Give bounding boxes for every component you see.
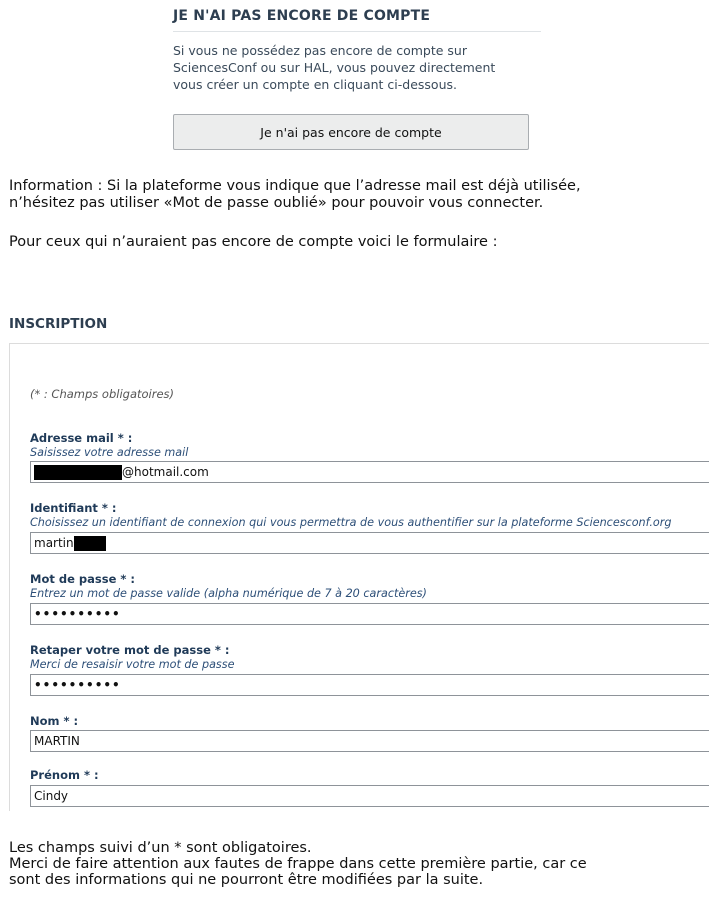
account-box-text-line: vous créer un compte en cliquant ci-dessous. bbox=[173, 77, 457, 92]
username-label: Identifiant * : bbox=[30, 501, 117, 515]
password-confirm-hint: Merci de resaisir votre mot de passe bbox=[30, 658, 235, 671]
lastname-input[interactable] bbox=[30, 730, 709, 752]
password-confirm-label: Retaper votre mot de passe * : bbox=[30, 643, 230, 657]
firstname-label: Prénom * : bbox=[30, 768, 99, 782]
password-input[interactable] bbox=[30, 603, 709, 625]
footer-paragraph bbox=[9, 840, 587, 888]
info-paragraph bbox=[9, 178, 581, 212]
email-input[interactable] bbox=[30, 461, 709, 483]
footer-line: Merci de faire attention aux fautes de frappe dans cette première partie, car ce bbox=[9, 856, 587, 872]
footer-line: sont des informations qui ne pourront être modifiées par la suite. bbox=[9, 872, 484, 888]
info-line: n’hésitez pas utiliser «Mot de passe oublié» pour pouvoir vous connecter. bbox=[9, 195, 544, 211]
username-input[interactable] bbox=[30, 532, 709, 554]
inscription-title: INSCRIPTION bbox=[9, 316, 108, 332]
password-value: •••••••••• bbox=[34, 607, 121, 621]
email-value: @hotmail.com bbox=[122, 465, 209, 479]
lastname-label: Nom * : bbox=[30, 714, 79, 728]
lastname-value: MARTIN bbox=[34, 734, 80, 748]
email-hint: Saisissez votre adresse mail bbox=[30, 446, 189, 459]
form-intro: Pour ceux qui n’auraient pas encore de compte voici le formulaire : bbox=[9, 234, 498, 250]
password-confirm-input[interactable] bbox=[30, 674, 709, 696]
required-fields-note: (* : Champs obligatoires) bbox=[30, 387, 175, 401]
info-line: Information : Si la plateforme vous indique que l’adresse mail est déjà utilisée, bbox=[9, 178, 581, 194]
footer-line: Les champs suivi d’un * sont obligatoires. bbox=[9, 840, 312, 856]
username-value: martin bbox=[34, 536, 74, 550]
username-hint: Choisissez un identifiant de connexion qui vous permettra de vous authentifier sur la plateforme Sciencesconf.org bbox=[30, 516, 672, 529]
password-hint: Entrez un mot de passe valide (alpha numérique de 7 à 20 caractères) bbox=[30, 587, 427, 600]
firstname-input[interactable] bbox=[30, 785, 709, 807]
password-label: Mot de passe * : bbox=[30, 572, 135, 586]
account-box-divider bbox=[173, 31, 541, 32]
account-box-text-line: Si vous ne possédez pas encore de compte sur bbox=[173, 43, 467, 58]
password-confirm-value: •••••••••• bbox=[34, 678, 121, 692]
redaction-block bbox=[74, 536, 106, 551]
no-account-button[interactable]: Je n'ai pas encore de compte bbox=[173, 114, 529, 150]
firstname-value: Cindy bbox=[34, 789, 69, 803]
account-box-text bbox=[173, 42, 543, 93]
account-box-title: JE N'AI PAS ENCORE DE COMPTE bbox=[173, 8, 431, 24]
account-box-text-line: SciencesConf ou sur HAL, vous pouvez directement bbox=[173, 60, 496, 75]
redaction-block bbox=[34, 465, 122, 480]
email-label: Adresse mail * : bbox=[30, 431, 133, 445]
